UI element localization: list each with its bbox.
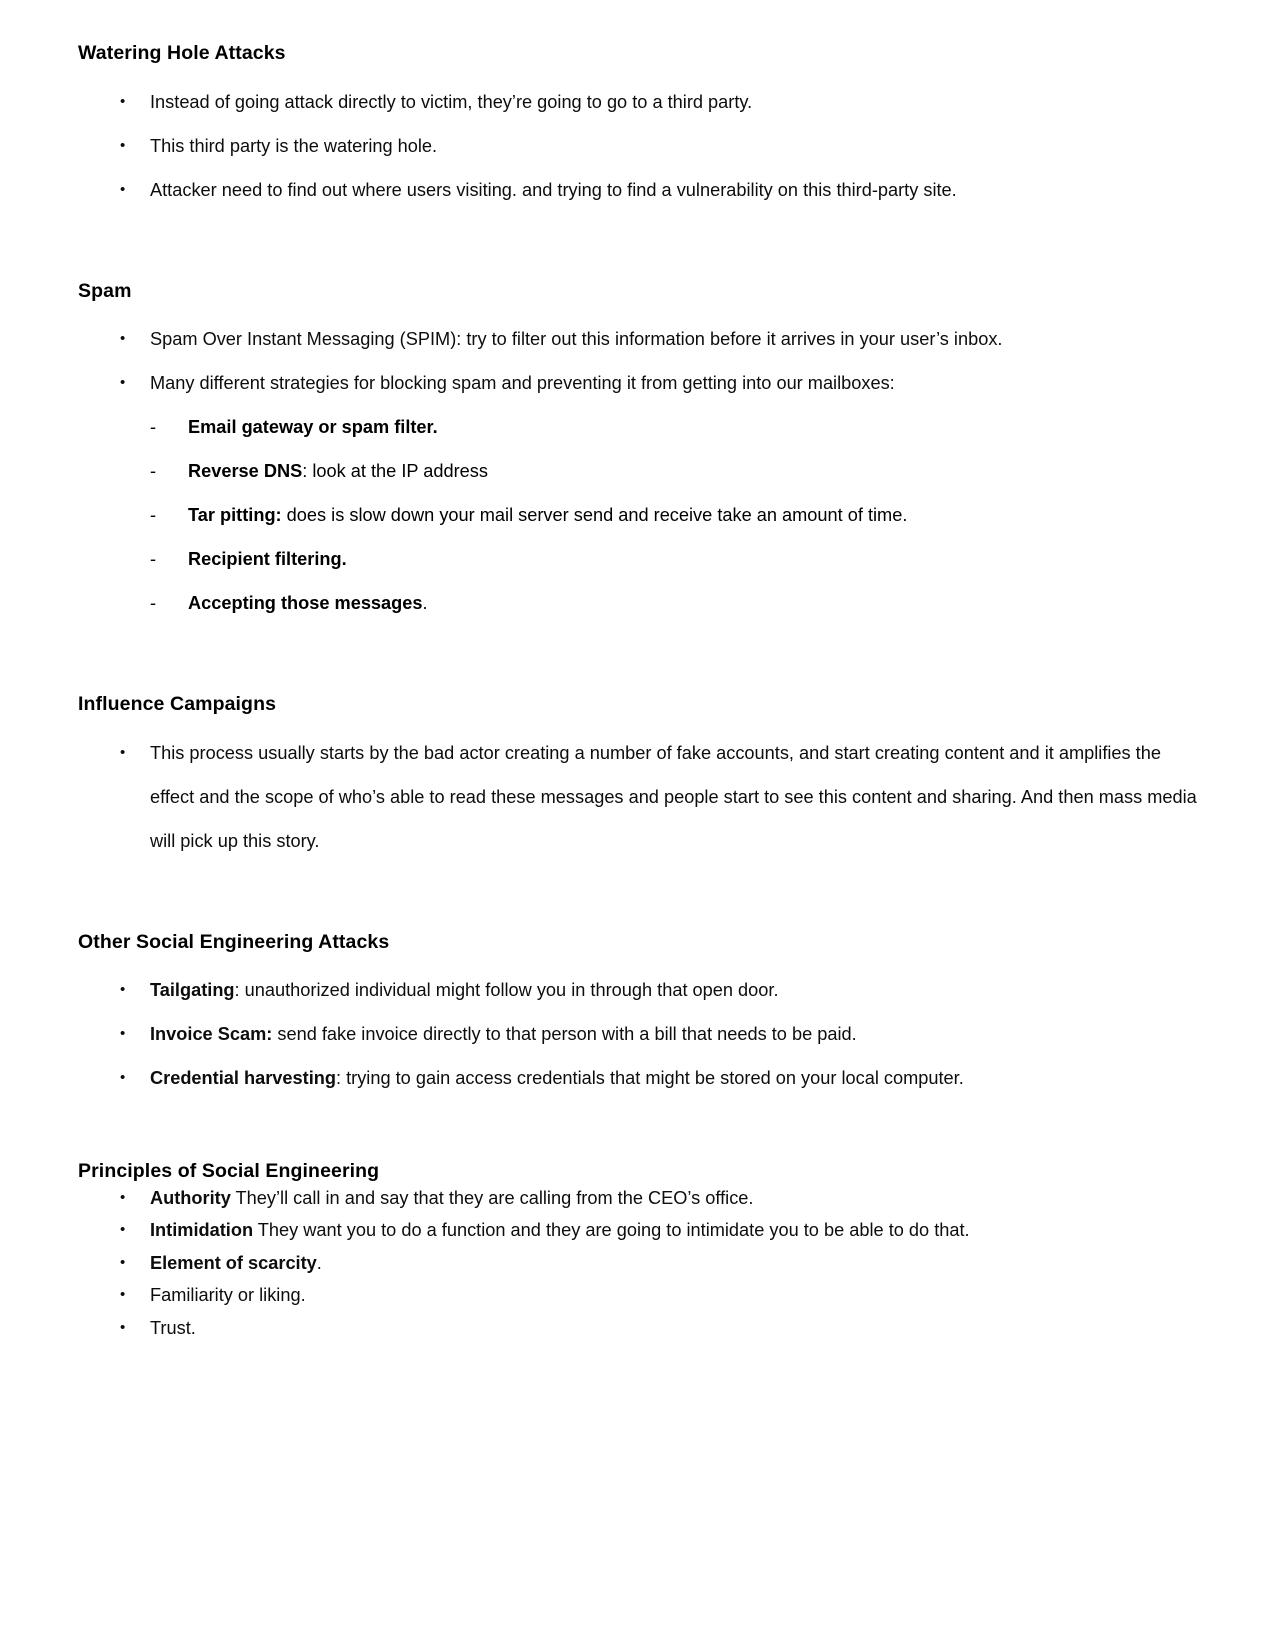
section-heading-other-social-engineering-attacks: Other Social Engineering Attacks <box>78 930 390 953</box>
bullet-icon: • <box>120 374 126 391</box>
bullet-list-watering-hole-attacks <box>78 80 1198 212</box>
list-item-text: : trying to gain access credentials that might be stored on your local computer. <box>335 1068 964 1088</box>
list-item <box>78 1214 1198 1247</box>
list-item-text: . <box>316 1252 322 1273</box>
dash-icon: - <box>150 549 157 569</box>
list-item-text: They’ll call in and say that they are calling from the CEO’s office. <box>230 1187 754 1208</box>
document-body <box>78 44 1198 1344</box>
list-item <box>150 405 1198 449</box>
list-item-lead: Reverse DNS <box>188 461 303 481</box>
list-item-lead: Recipient filtering. <box>188 549 347 569</box>
bullet-icon: • <box>120 330 126 347</box>
list-item-text: . <box>422 593 428 613</box>
spacer <box>78 212 1198 282</box>
list-item-lead: Invoice Scam: <box>150 1024 273 1044</box>
spacer <box>78 625 1198 695</box>
bullet-icon: • <box>120 981 126 998</box>
sub-bullet-list-spam-strategies <box>78 405 1198 625</box>
list-item <box>78 168 1198 212</box>
spacer <box>78 64 1198 80</box>
bullet-icon: • <box>120 743 126 761</box>
bullet-icon: • <box>120 1286 126 1303</box>
list-item-text: They want you to do a function and they are going to intimidate you to be able to do that. <box>253 1220 970 1240</box>
spacer <box>78 863 1198 933</box>
list-item <box>78 317 1198 361</box>
list-item-text: Instead of going attack directly to victim, they’re going to go to a third party. <box>150 91 753 112</box>
list-item-text: send fake invoice directly to that person with a bill that needs to be paid. <box>272 1024 857 1044</box>
list-item <box>78 1012 1198 1056</box>
list-item <box>78 124 1198 168</box>
section-heading-influence-campaigns: Influence Campaigns <box>78 693 277 715</box>
list-item-lead: Email gateway or spam filter. <box>188 417 438 437</box>
list-item-lead: Authority <box>150 1187 231 1208</box>
list-item-text: Attacker need to find out where users visiting. and trying to find a vulnerability on this third-party site. <box>150 179 957 200</box>
bullet-list-spam <box>78 317 1198 405</box>
bullet-icon: • <box>120 180 126 198</box>
list-item <box>78 1182 1198 1215</box>
list-item-lead: Accepting those messages <box>188 593 423 613</box>
section-heading-spam: Spam <box>78 279 132 302</box>
list-item <box>78 80 1198 124</box>
bullet-icon: • <box>120 1221 126 1238</box>
list-item <box>78 1247 1198 1280</box>
list-item-text: This process usually starts by the bad actor creating a number of fake accounts, and start creating content and it amplifies the effect and the scope of who’s able to read these messages and people start to see this content and sharing. And then mass media will pick up this story. <box>150 742 1197 851</box>
list-item <box>150 493 1198 537</box>
dash-icon: - <box>150 505 157 525</box>
list-item <box>150 449 1198 493</box>
bullet-icon: • <box>120 1188 126 1206</box>
section-heading-principles-of-social-engineering: Principles of Social Engineering <box>78 1160 380 1182</box>
spacer <box>78 301 1198 317</box>
dash-icon: - <box>150 593 157 613</box>
dash-icon: - <box>150 461 157 481</box>
list-item <box>78 361 1198 405</box>
list-item <box>78 1056 1198 1100</box>
list-item-text: This third party is the watering hole. <box>150 135 438 156</box>
list-item <box>78 1279 1198 1312</box>
list-item <box>78 968 1198 1012</box>
list-item-lead: Element of scarcity <box>150 1252 317 1273</box>
bullet-list-influence-campaigns <box>78 731 1198 863</box>
bullet-icon: • <box>120 1253 126 1271</box>
list-item <box>150 581 1198 625</box>
bullet-icon: • <box>120 92 126 110</box>
list-item <box>78 1312 1198 1345</box>
spacer <box>78 1100 1198 1162</box>
list-item-lead: Tar pitting: <box>188 505 282 525</box>
dash-icon: - <box>150 417 157 437</box>
list-item <box>150 537 1198 581</box>
section-heading-watering-hole-attacks: Watering Hole Attacks <box>78 42 286 64</box>
list-item-text: Many different strategies for blocking spam and preventing it from getting into our mailboxes: <box>150 373 895 393</box>
list-item-lead: Credential harvesting <box>150 1068 336 1088</box>
list-item-text: Spam Over Instant Messaging (SPIM): try to filter out this information before it arrives in your user’s inbox. <box>150 329 1003 349</box>
list-item-text: : unauthorized individual might follow you in through that open door. <box>234 980 779 1000</box>
bullet-list-principles-of-social-engineering <box>78 1182 1198 1345</box>
list-item-text: Trust. <box>150 1317 196 1338</box>
bullet-icon: • <box>120 1069 126 1086</box>
list-item <box>78 731 1198 863</box>
spacer <box>78 952 1198 968</box>
bullet-icon: • <box>120 136 126 154</box>
bullet-icon: • <box>120 1025 126 1042</box>
bullet-list-other-social-engineering-attacks <box>78 968 1198 1100</box>
list-item-text: does is slow down your mail server send and receive take an amount of time. <box>281 505 908 525</box>
bullet-icon: • <box>120 1318 126 1336</box>
list-item-text: : look at the IP address <box>302 461 488 481</box>
list-item-lead: Intimidation <box>150 1220 254 1240</box>
list-item-lead: Tailgating <box>150 980 235 1000</box>
spacer <box>78 715 1198 731</box>
list-item-text: Familiarity or liking. <box>150 1285 306 1305</box>
